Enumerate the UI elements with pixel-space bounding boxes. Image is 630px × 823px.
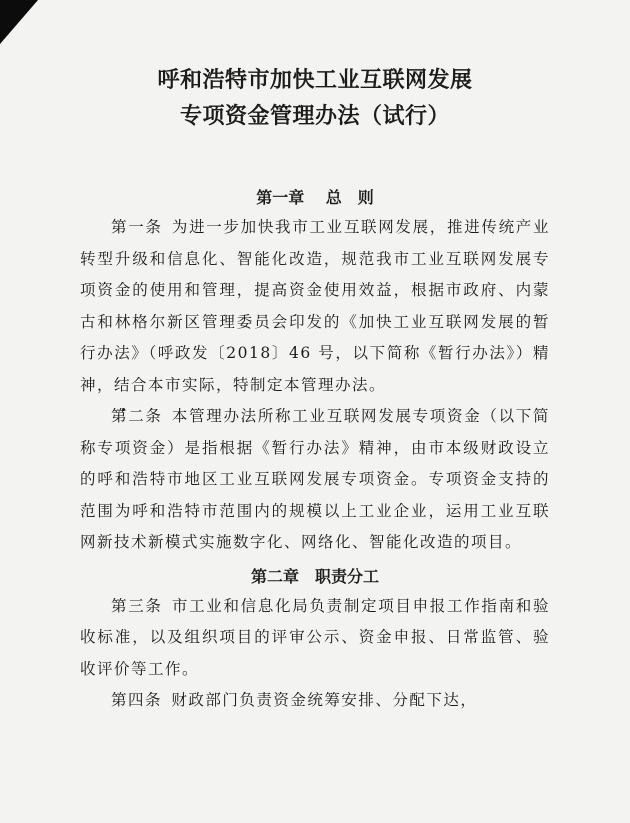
article-3-text: 市工业和信息化局负责制定项目申报工作指南和验收标准，以及组织项目的评审公示、资金申报、日常监管、验收评价等工作。 [80, 596, 550, 678]
article-2 [80, 401, 550, 559]
document-title [80, 62, 550, 134]
article-1-text: 为进一步加快我市工业互联网发展，推进传统产业转型升级和信息化、智能化改造，规范我市工业互联网发展专项资金的使用和管理，提高资金使用效益，根据市政府、内蒙古和林格尔新区管理委员会印发的《加快工业互联网发展的暂行办法》（呼政发〔2018〕46 号，以下简称《暂行办法》）精神，结合本市实际，特制定本管理办法。 [80, 218, 550, 394]
title-line-2: 专项资金管理办法（试行） [179, 103, 450, 129]
article-2-text: 本管理办法所称工业互联网发展专项资金（以下简称专项资金）是指根据《暂行办法》精神，由市本级财政设立的呼和浩特市地区工业互联网发展专项资金。专项资金支持的范围为呼和浩特市范围内的规模以上工业企业，运用工业互联网新技术新模式实施数字化、网络化、智能化改造的项目。 [80, 407, 550, 551]
title-line-1: 呼和浩特市加快工业互联网发展 [157, 67, 473, 93]
article-3 [80, 591, 550, 686]
document-page [80, 62, 550, 717]
article-4 [80, 685, 550, 717]
chapter-2-heading: 第二章 职责分工 [250, 566, 379, 586]
scan-corner-shadow [0, 0, 38, 44]
article-2-label: 第二条 [111, 407, 163, 425]
article-4-label: 第四条 [111, 691, 163, 709]
article-1-label: 第一条 [111, 218, 163, 236]
article-1 [80, 212, 550, 401]
chapter-1-heading: 第一章 总 则 [256, 188, 374, 207]
article-4-text: 财政部门负责资金统筹安排、分配下达， [171, 691, 478, 709]
article-3-label: 第三条 [111, 596, 163, 615]
